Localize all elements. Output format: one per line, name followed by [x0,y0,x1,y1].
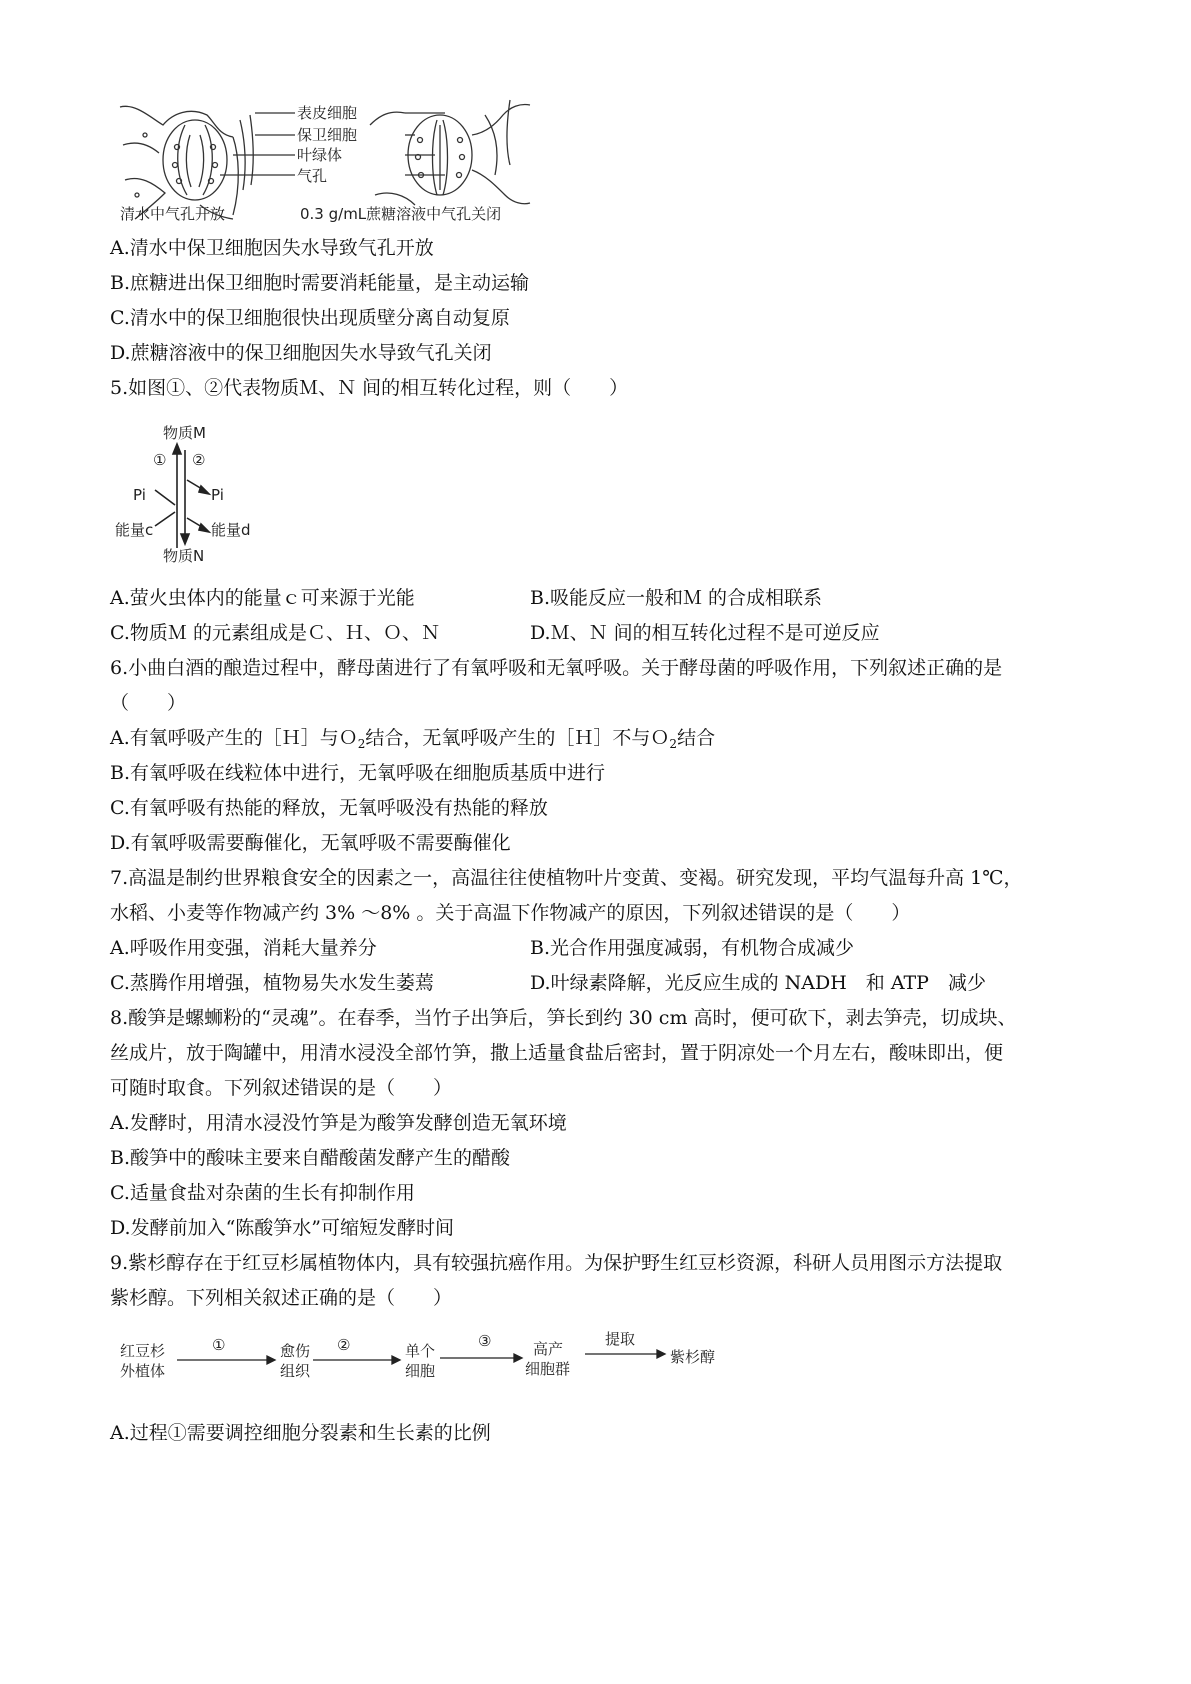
label-arrow-2: ② [192,451,206,469]
q8-option-d: D.发酵前加入“陈酸笋水”可缩短发酵时间 [110,1217,455,1239]
node-callus-line1: 愈伤 [280,1342,311,1360]
q8-option-c: C.适量食盐对杂菌的生长有抑制作用 [110,1182,415,1204]
label-stoma: 气孔 [297,167,328,185]
q7-stem-line2: 水稻、小麦等作物减产约 3% ～8% 。关于高温下作物减产的原因，下列叙述错误的是（ ） [110,902,911,924]
q6-option-c: C.有氧呼吸有热能的释放，无氧呼吸没有热能的释放 [110,797,548,819]
q4-option-b: B.庶糖进出保卫细胞时需要消耗能量，是主动运输 [110,272,530,294]
taxol-flowchart [115,1330,735,1405]
node-high-yield-line2: 细胞群 [525,1360,571,1378]
q5-option-b: B.吸能反应一般和Ｍ 的合成相联系 [530,587,823,609]
conversion-figure [115,420,275,565]
q8-option-b: B.酸笋中的酸味主要来自醋酸菌发酵产生的醋酸 [110,1147,511,1169]
q5-stem: 5.如图①、②代表物质Ｍ、Ｎ 间的相互转化过程，则（ ） [110,377,629,399]
o2-subscript-2: 2 [669,737,678,751]
o2-subscript-1: 2 [357,737,366,751]
q8-stem-line1: 8.酸笋是螺蛳粉的“灵魂”。在春季，当竹子出笋后，笋长到约 30 cm 高时，便可砍下，剥去笋壳，切成块、 [110,1007,1017,1029]
step-2-label: ② [337,1336,351,1354]
q8-stem-line3: 可随时取食。下列叙述错误的是（ ） [110,1077,453,1099]
stomata-figure [115,95,535,225]
node-single-cell-line2: 细胞 [405,1362,436,1380]
q6-option-a-part2: 结合，无氧呼吸产生的［Ｈ］不与Ｏ [365,727,670,749]
label-substance-n: 物质N [163,547,205,565]
node-high-yield-line1: 高产 [533,1340,564,1358]
q4-option-d: D.蔗糖溶液中的保卫细胞因失水导致气孔关闭 [110,342,492,364]
q6-option-a-part3: 结合 [677,727,716,749]
label-chloroplast: 叶绿体 [297,146,343,164]
label-energy-c: 能量c [115,521,154,539]
q6-stem-line2: （ ） [110,692,187,714]
label-epidermal-cell: 表皮细胞 [297,104,358,122]
q7-option-b: B.光合作用强度减弱，有机物合成减少 [530,937,855,959]
step-1-label: ① [212,1336,226,1354]
q7-option-d: D.叶绿素降解，光反应生成的 NADH 和 ATP 减少 [530,972,986,994]
label-arrow-1: ① [153,451,167,469]
q6-option-a-part1: A.有氧呼吸产生的［Ｈ］与Ｏ [110,727,358,749]
q7-stem-line1: 7.高温是制约世界粮食安全的因素之一，高温往往使植物叶片变黄、变褐。研究发现，平均气温每升高 1℃， [110,867,1023,889]
q7-option-c: C.蒸腾作用增强，植物易失水发生萎蔫 [110,972,434,994]
q9-option-a: A.过程①需要调控细胞分裂素和生长素的比例 [110,1422,491,1444]
q4-option-c: C.清水中的保卫细胞很快出现质壁分离自动复原 [110,307,510,329]
node-single-cell-line1: 单个 [405,1342,436,1360]
q5-option-d: D.Ｍ、Ｎ 间的相互转化过程不是可逆反应 [530,622,880,644]
label-pi-left: Pi [133,486,146,504]
q6-stem-line1: 6.小曲白酒的酿造过程中，酵母菌进行了有氧呼吸和无氧呼吸。关于酵母菌的呼吸作用，下列叙述正确的是 [110,657,1003,679]
node-taxol: 紫杉醇 [670,1348,716,1366]
caption-right: 0.3 g/mL蔗糖溶液中气孔关闭 [300,205,502,223]
q8-option-a: A.发酵时，用清水浸没竹笋是为酸笋发酵创造无氧环境 [110,1112,567,1134]
node-callus-line2: 组织 [280,1362,311,1380]
q8-stem-line2: 丝成片，放于陶罐中，用清水浸没全部竹笋，撒上适量食盐后密封，置于阴凉处一个月左右，酸味即出，便 [110,1042,1004,1064]
step-extract-label: 提取 [605,1330,636,1348]
node-explant-line2: 外植体 [120,1362,166,1380]
q6-option-b: B.有氧呼吸在线粒体中进行，无氧呼吸在细胞质基质中进行 [110,762,606,784]
q5-option-a: A.萤火虫体内的能量ｃ可来源于光能 [110,587,415,609]
q6-option-a [110,725,715,757]
label-energy-d: 能量d [211,521,251,539]
label-substance-m: 物质M [163,424,206,442]
label-pi-right: Pi [211,486,224,504]
step-3-label: ③ [478,1332,492,1350]
q7-option-a: A.呼吸作用变强，消耗大量养分 [110,937,377,959]
caption-left: 清水中气孔开放 [120,205,226,223]
q4-option-a: A.清水中保卫细胞因失水导致气孔开放 [110,237,434,259]
q5-option-c: C.物质Ｍ 的元素组成是Ｃ、Ｈ、Ｏ、Ｎ [110,622,440,644]
label-guard-cell: 保卫细胞 [297,126,358,144]
q9-stem-line2: 紫杉醇。下列相关叙述正确的是（ ） [110,1287,453,1309]
node-explant-line1: 红豆杉 [120,1342,166,1360]
q6-option-d: D.有氧呼吸需要酶催化，无氧呼吸不需要酶催化 [110,832,511,854]
q9-stem-line1: 9.紫杉醇存在于红豆杉属植物体内，具有较强抗癌作用。为保护野生红豆杉资源，科研人员用图示方法提取 [110,1252,1003,1274]
